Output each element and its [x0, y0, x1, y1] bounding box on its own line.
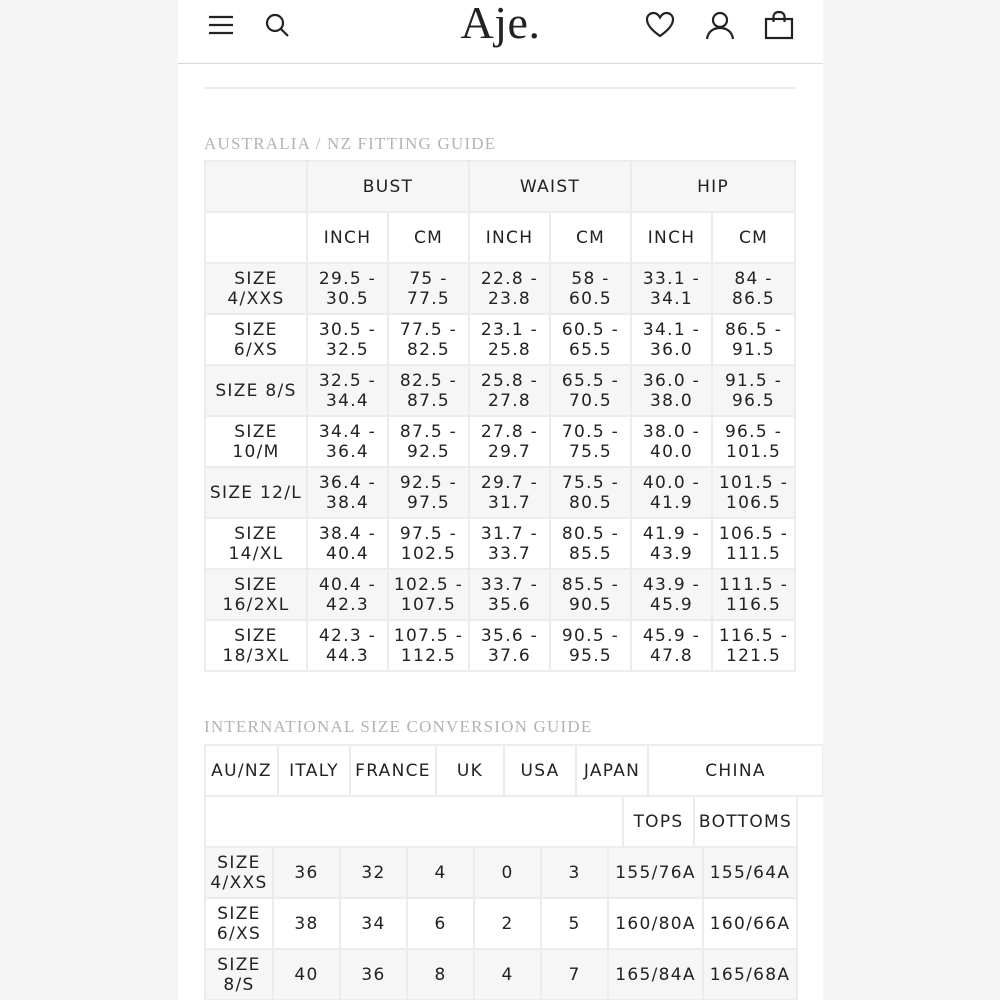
conversion-value: 2 [501, 913, 514, 934]
fitting-table-row [205, 365, 795, 416]
size-guide-page [178, 0, 823, 1000]
measurement-cell [469, 518, 550, 569]
measurement-value: 101.5 - 106.5 [718, 472, 789, 513]
measurement-value: 34.1 - 36.0 [642, 319, 701, 360]
conversion-data-table [204, 846, 798, 1000]
measurement-value: 106.5 - 111.5 [718, 523, 789, 564]
size-label: SIZE 6/XS [216, 903, 262, 944]
measurement-cell [388, 416, 469, 467]
china-bottoms-header: BOTTOMS [694, 796, 797, 847]
measurement-value: 58 - 60.5 [568, 268, 613, 309]
measurement-value: 82.5 - 87.5 [399, 370, 458, 411]
size-label: SIZE 8/S [217, 954, 261, 995]
size-label: SIZE 8/S [215, 380, 297, 401]
size-label: SIZE 18/3XL [222, 625, 290, 666]
country-header-usa: USA [504, 745, 576, 796]
fitting-guide-table [204, 160, 796, 672]
conversion-value-cell [474, 898, 541, 949]
conversion-value-cell [541, 847, 608, 898]
measurement-value: 102.5 - 107.5 [393, 574, 464, 615]
measurement-cell [307, 569, 388, 620]
measurement-value: 40.4 - 42.3 [318, 574, 377, 615]
measurement-cell [631, 620, 712, 671]
fitting-table-row [205, 518, 795, 569]
measurement-cell [550, 365, 631, 416]
unit-header: INCH [307, 212, 388, 263]
measurement-value: 33.7 - 35.6 [480, 574, 539, 615]
conversion-value: 3 [568, 862, 581, 883]
measurement-value: 45.9 - 47.8 [642, 625, 701, 666]
measurement-cell [469, 467, 550, 518]
conversion-value: 0 [501, 862, 514, 883]
measurement-value: 36.0 - 38.0 [642, 370, 701, 411]
conversion-value: 38 [294, 913, 319, 934]
conversion-value: 36 [294, 862, 319, 883]
heart-icon[interactable] [643, 8, 677, 42]
measurement-value: 75 - 77.5 [406, 268, 451, 309]
size-label-cell [205, 898, 273, 949]
measurement-cell [388, 365, 469, 416]
country-header-italy: ITALY [278, 745, 350, 796]
measurement-cell [631, 569, 712, 620]
measurement-value: 38.4 - 40.4 [318, 523, 377, 564]
unit-header: INCH [469, 212, 550, 263]
measurement-cell [712, 620, 795, 671]
group-header-waist: WAIST [469, 161, 631, 212]
measurement-cell [307, 314, 388, 365]
measurement-value: 65.5 - 70.5 [561, 370, 620, 411]
conversion-table-row [205, 847, 797, 898]
measurement-value: 25.8 - 27.8 [480, 370, 539, 411]
measurement-cell [388, 518, 469, 569]
fitting-table-row [205, 314, 795, 365]
measurement-value: 92.5 - 97.5 [399, 472, 458, 513]
conversion-value: 160/80A [615, 913, 696, 934]
measurement-value: 42.3 - 44.3 [318, 625, 377, 666]
size-label-cell [205, 416, 307, 467]
size-label: SIZE 4/XXS [210, 852, 268, 893]
measurement-value: 41.9 - 43.9 [642, 523, 701, 564]
measurement-cell [388, 314, 469, 365]
corner-cell [205, 212, 307, 263]
measurement-value: 27.8 - 29.7 [480, 421, 539, 462]
unit-header: CM [712, 212, 795, 263]
measurement-value: 31.7 - 33.7 [480, 523, 539, 564]
measurement-cell [469, 620, 550, 671]
size-label: SIZE 16/2XL [222, 574, 290, 615]
measurement-cell [550, 467, 631, 518]
conversion-value-cell [273, 847, 340, 898]
measurement-cell [712, 263, 795, 314]
country-header-au-nz: AU/NZ [205, 745, 278, 796]
measurement-cell [388, 467, 469, 518]
shopping-bag-icon[interactable] [762, 8, 796, 42]
measurement-cell [631, 314, 712, 365]
conversion-table-row [205, 898, 797, 949]
conversion-value-cell [608, 847, 703, 898]
measurement-value: 34.4 - 36.4 [318, 421, 377, 462]
conversion-value: 7 [568, 964, 581, 985]
measurement-cell [307, 467, 388, 518]
size-label: SIZE 10/M [232, 421, 280, 462]
measurement-value: 40.0 - 41.9 [642, 472, 701, 513]
measurement-cell [388, 569, 469, 620]
conversion-value-cell [703, 949, 797, 1000]
section-divider [204, 87, 796, 89]
measurement-cell [469, 416, 550, 467]
measurement-value: 80.5 - 85.5 [561, 523, 620, 564]
size-label: SIZE 12/L [209, 482, 303, 503]
size-label-cell [205, 518, 307, 569]
measurement-cell [712, 467, 795, 518]
country-header-china: CHINA [648, 745, 823, 796]
measurement-value: 43.9 - 45.9 [642, 574, 701, 615]
measurement-cell [712, 518, 795, 569]
conversion-value-cell [340, 847, 407, 898]
measurement-cell [469, 314, 550, 365]
measurement-cell [388, 263, 469, 314]
measurement-value: 111.5 - 116.5 [718, 574, 789, 615]
measurement-cell [712, 365, 795, 416]
measurement-value: 33.1 - 34.1 [642, 268, 701, 309]
measurement-cell [307, 518, 388, 569]
measurement-cell [550, 263, 631, 314]
conversion-value-cell [340, 949, 407, 1000]
conversion-table-row [205, 949, 797, 1000]
conversion-value-cell [340, 898, 407, 949]
group-header-row [205, 161, 795, 212]
measurement-cell [550, 620, 631, 671]
conversion-value: 5 [568, 913, 581, 934]
fitting-table-row [205, 467, 795, 518]
conversion-value-cell [703, 898, 797, 949]
measurement-value: 77.5 - 82.5 [399, 319, 458, 360]
blank-subheader-cell [205, 796, 623, 847]
brand-logo[interactable]: Aje. [460, 0, 541, 48]
conversion-value: 40 [294, 964, 319, 985]
fitting-table-row [205, 263, 795, 314]
measurement-value: 30.5 - 32.5 [318, 319, 377, 360]
measurement-value: 35.6 - 37.6 [480, 625, 539, 666]
unit-header: CM [550, 212, 631, 263]
group-header-bust: BUST [307, 161, 469, 212]
size-label-cell [205, 620, 307, 671]
measurement-cell [469, 365, 550, 416]
conversion-value-cell [474, 847, 541, 898]
measurement-cell [469, 263, 550, 314]
measurement-value: 85.5 - 90.5 [561, 574, 620, 615]
measurement-cell [550, 518, 631, 569]
measurement-value: 32.5 - 34.4 [318, 370, 377, 411]
conversion-value-cell [608, 949, 703, 1000]
conversion-value: 34 [361, 913, 386, 934]
conversion-value: 155/76A [615, 862, 696, 883]
conversion-value-cell [608, 898, 703, 949]
measurement-cell [550, 569, 631, 620]
conversion-value: 8 [434, 964, 447, 985]
measurement-cell [712, 314, 795, 365]
size-label: SIZE 4/XXS [227, 268, 285, 309]
conversion-value-cell [474, 949, 541, 1000]
measurement-value: 91.5 - 96.5 [724, 370, 783, 411]
unit-header-row [205, 212, 795, 263]
measurement-value: 107.5 - 112.5 [393, 625, 464, 666]
size-label: SIZE 14/XL [228, 523, 284, 564]
country-header-france: FRANCE [350, 745, 436, 796]
country-header-japan: JAPAN [576, 745, 648, 796]
measurement-value: 87.5 - 92.5 [399, 421, 458, 462]
china-subheader-row [205, 796, 797, 847]
conversion-value: 32 [361, 862, 386, 883]
conversion-value: 4 [434, 862, 447, 883]
measurement-value: 29.5 - 30.5 [318, 268, 377, 309]
measurement-cell [631, 416, 712, 467]
conversion-value: 4 [501, 964, 514, 985]
conversion-value-cell [541, 898, 608, 949]
size-label-cell [205, 949, 273, 1000]
measurement-value: 60.5 - 65.5 [561, 319, 620, 360]
measurement-value: 97.5 - 102.5 [399, 523, 458, 564]
measurement-cell [388, 620, 469, 671]
measurement-cell [631, 263, 712, 314]
unit-header: CM [388, 212, 469, 263]
measurement-value: 90.5 - 95.5 [561, 625, 620, 666]
conversion-value-cell [703, 847, 797, 898]
conversion-value: 6 [434, 913, 447, 934]
conversion-value: 160/66A [709, 913, 791, 934]
measurement-cell [307, 416, 388, 467]
fitting-table-row [205, 416, 795, 467]
measurement-value: 86.5 - 91.5 [724, 319, 783, 360]
china-tops-header: TOPS [623, 796, 694, 847]
conversion-value-cell [407, 898, 474, 949]
group-header-hip: HIP [631, 161, 795, 212]
measurement-cell [550, 416, 631, 467]
country-header-uk: UK [436, 745, 504, 796]
conversion-value: 165/84A [615, 964, 696, 985]
account-icon[interactable] [703, 8, 737, 42]
conversion-header-table [204, 744, 823, 797]
measurement-value: 75.5 - 80.5 [561, 472, 620, 513]
measurement-cell [631, 518, 712, 569]
top-navigation-bar [178, 0, 823, 64]
conversion-value-cell [541, 949, 608, 1000]
corner-cell [205, 161, 307, 212]
china-subheader-table [204, 795, 798, 848]
size-label-cell [205, 847, 273, 898]
conversion-value: 155/64A [709, 862, 791, 883]
measurement-cell [712, 416, 795, 467]
fitting-table-row [205, 569, 795, 620]
conversion-value-cell [273, 898, 340, 949]
country-header-row [205, 745, 823, 796]
size-label-cell [205, 314, 307, 365]
measurement-cell [307, 263, 388, 314]
measurement-cell [712, 569, 795, 620]
fitting-guide-title: AUSTRALIA / NZ FITTING GUIDE [204, 134, 497, 153]
measurement-cell [631, 467, 712, 518]
measurement-value: 38.0 - 40.0 [642, 421, 701, 462]
measurement-cell [469, 569, 550, 620]
measurement-value: 22.8 - 23.8 [480, 268, 539, 309]
size-label: SIZE 6/XS [233, 319, 279, 360]
conversion-value: 36 [361, 964, 386, 985]
measurement-value: 70.5 - 75.5 [561, 421, 620, 462]
measurement-value: 29.7 - 31.7 [480, 472, 539, 513]
measurement-value: 96.5 - 101.5 [724, 421, 783, 462]
measurement-value: 84 - 86.5 [732, 268, 776, 309]
conversion-value-cell [273, 949, 340, 1000]
conversion-value: 165/68A [709, 964, 791, 985]
size-label-cell [205, 365, 307, 416]
fitting-table-row [205, 620, 795, 671]
measurement-cell [631, 365, 712, 416]
size-label-cell [205, 263, 307, 314]
measurement-value: 23.1 - 25.8 [480, 319, 539, 360]
conversion-guide-title: INTERNATIONAL SIZE CONVERSION GUIDE [204, 717, 593, 736]
measurement-cell [307, 365, 388, 416]
size-label-cell [205, 467, 307, 518]
measurement-value: 36.4 - 38.4 [318, 472, 377, 513]
unit-header: INCH [631, 212, 712, 263]
size-label-cell [205, 569, 307, 620]
conversion-value-cell [407, 847, 474, 898]
measurement-cell [550, 314, 631, 365]
measurement-cell [307, 620, 388, 671]
conversion-value-cell [407, 949, 474, 1000]
measurement-value: 116.5 - 121.5 [718, 625, 789, 666]
